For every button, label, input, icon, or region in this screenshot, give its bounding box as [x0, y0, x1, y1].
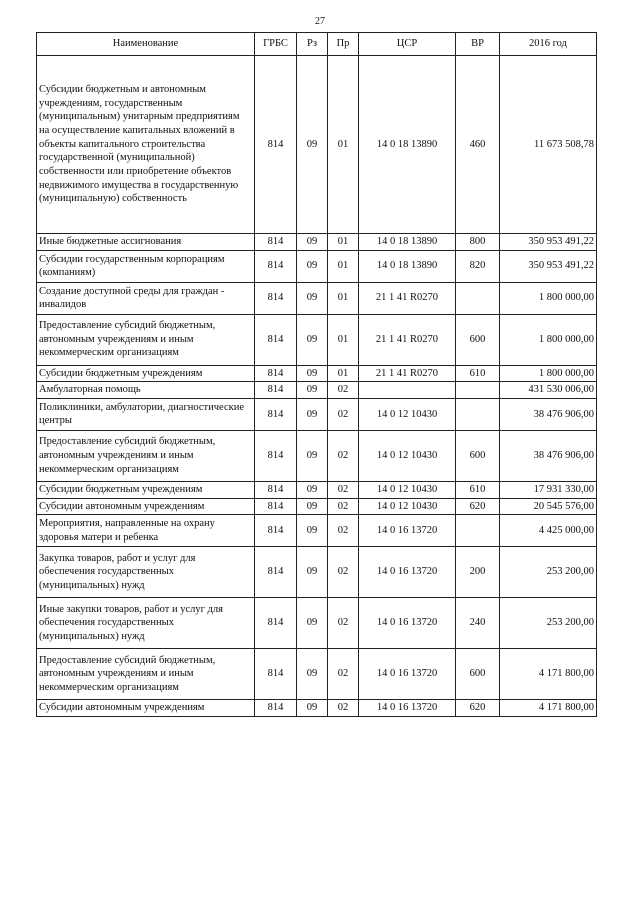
row-rz: 09 [297, 430, 328, 481]
row-pr: 02 [328, 382, 359, 399]
row-vr: 460 [456, 56, 500, 234]
row-csr: 14 0 18 13890 [359, 250, 456, 282]
row-grbs: 814 [255, 547, 297, 598]
table-row [37, 250, 597, 282]
col-header-pr: Пр [328, 33, 359, 56]
row-pr: 02 [328, 649, 359, 700]
row-pr: 01 [328, 365, 359, 382]
col-header-grbs: ГРБС [255, 33, 297, 56]
row-rz: 09 [297, 314, 328, 365]
row-csr: 14 0 12 10430 [359, 398, 456, 430]
col-header-rz: Рз [297, 33, 328, 56]
table-row [37, 398, 597, 430]
row-rz: 09 [297, 398, 328, 430]
row-pr: 02 [328, 515, 359, 547]
row-amount: 38 476 906,00 [500, 430, 597, 481]
row-amount: 1 800 000,00 [500, 282, 597, 314]
row-name: Предоставление субсидий бюджетным, автономным учреждениям и иным некоммерческим организациям [37, 649, 255, 700]
row-amount: 1 800 000,00 [500, 314, 597, 365]
row-vr: 600 [456, 314, 500, 365]
row-csr: 14 0 16 13720 [359, 649, 456, 700]
row-amount: 4 425 000,00 [500, 515, 597, 547]
row-grbs: 814 [255, 382, 297, 399]
row-rz: 09 [297, 649, 328, 700]
row-vr: 800 [456, 234, 500, 251]
table-row [37, 700, 597, 717]
row-amount: 11 673 508,78 [500, 56, 597, 234]
row-csr: 21 1 41 R0270 [359, 365, 456, 382]
row-rz: 09 [297, 498, 328, 515]
row-rz: 09 [297, 56, 328, 234]
row-grbs: 814 [255, 365, 297, 382]
row-csr [359, 382, 456, 399]
row-csr: 14 0 18 13890 [359, 234, 456, 251]
table-row [37, 234, 597, 251]
row-amount: 350 953 491,22 [500, 250, 597, 282]
row-vr [456, 398, 500, 430]
row-amount: 253 200,00 [500, 598, 597, 649]
row-name: Субсидии государственным корпорациям (компаниям) [37, 250, 255, 282]
row-pr: 02 [328, 398, 359, 430]
row-amount: 350 953 491,22 [500, 234, 597, 251]
row-csr: 21 1 41 R0270 [359, 282, 456, 314]
row-name: Мероприятия, направленные на охрану здоровья матери и ребенка [37, 515, 255, 547]
row-vr: 620 [456, 700, 500, 717]
row-amount: 17 931 330,00 [500, 481, 597, 498]
row-csr: 14 0 18 13890 [359, 56, 456, 234]
row-amount: 4 171 800,00 [500, 700, 597, 717]
row-vr [456, 282, 500, 314]
row-pr: 02 [328, 430, 359, 481]
row-rz: 09 [297, 282, 328, 314]
col-header-year: 2016 год [500, 33, 597, 56]
row-rz: 09 [297, 234, 328, 251]
row-grbs: 814 [255, 250, 297, 282]
table-row [37, 56, 597, 234]
table-row [37, 481, 597, 498]
table-row [37, 498, 597, 515]
budget-table [36, 32, 597, 717]
col-header-name: Наименование [37, 33, 255, 56]
row-rz: 09 [297, 382, 328, 399]
row-pr: 01 [328, 282, 359, 314]
row-amount: 1 800 000,00 [500, 365, 597, 382]
row-rz: 09 [297, 700, 328, 717]
row-vr: 600 [456, 649, 500, 700]
row-vr [456, 382, 500, 399]
row-grbs: 814 [255, 481, 297, 498]
row-grbs: 814 [255, 234, 297, 251]
row-pr: 01 [328, 314, 359, 365]
table-row [37, 282, 597, 314]
page-number: 27 [315, 16, 325, 27]
table-row [37, 547, 597, 598]
col-header-vr: ВР [456, 33, 500, 56]
row-vr: 200 [456, 547, 500, 598]
row-name: Закупка товаров, работ и услуг для обеспечения государственных (муниципальных) нужд [37, 547, 255, 598]
row-csr: 14 0 12 10430 [359, 430, 456, 481]
row-rz: 09 [297, 365, 328, 382]
row-name: Иные бюджетные ассигнования [37, 234, 255, 251]
row-name: Поликлиники, амбулатории, диагностические центры [37, 398, 255, 430]
table-row [37, 649, 597, 700]
row-rz: 09 [297, 481, 328, 498]
row-grbs: 814 [255, 598, 297, 649]
row-rz: 09 [297, 547, 328, 598]
row-rz: 09 [297, 515, 328, 547]
row-grbs: 814 [255, 56, 297, 234]
row-vr: 620 [456, 498, 500, 515]
row-csr: 14 0 16 13720 [359, 515, 456, 547]
row-name: Субсидии автономным учреждениям [37, 700, 255, 717]
row-vr: 610 [456, 481, 500, 498]
header-row [37, 33, 597, 56]
row-name: Субсидии бюджетным учреждениям [37, 365, 255, 382]
row-grbs: 814 [255, 498, 297, 515]
row-name: Субсидии бюджетным и автономным учреждениям, государственным (муниципальным) унитарным предприятиям на осуществление капитальных вложений в объекты капитального строительства государственной (муниципальной) собственности или приобретение объектов недвижимого имущества в государственную (муниципальную) собственность [37, 56, 255, 234]
row-csr: 14 0 12 10430 [359, 498, 456, 515]
row-rz: 09 [297, 250, 328, 282]
table-row [37, 430, 597, 481]
row-vr: 820 [456, 250, 500, 282]
row-csr: 14 0 16 13720 [359, 547, 456, 598]
row-name: Субсидии автономным учреждениям [37, 498, 255, 515]
col-header-csr: ЦСР [359, 33, 456, 56]
table-row [37, 598, 597, 649]
row-pr: 01 [328, 234, 359, 251]
row-pr: 02 [328, 547, 359, 598]
row-name: Субсидии бюджетным учреждениям [37, 481, 255, 498]
row-name: Предоставление субсидий бюджетным, автономным учреждениям и иным некоммерческим организациям [37, 430, 255, 481]
row-amount: 20 545 576,00 [500, 498, 597, 515]
row-rz: 09 [297, 598, 328, 649]
table-row [37, 515, 597, 547]
row-csr: 14 0 16 13720 [359, 598, 456, 649]
row-grbs: 814 [255, 700, 297, 717]
row-pr: 01 [328, 250, 359, 282]
row-pr: 02 [328, 481, 359, 498]
row-pr: 02 [328, 598, 359, 649]
row-amount: 253 200,00 [500, 547, 597, 598]
row-name: Создание доступной среды для граждан - инвалидов [37, 282, 255, 314]
row-amount: 431 530 006,00 [500, 382, 597, 399]
row-pr: 02 [328, 498, 359, 515]
table-row [37, 314, 597, 365]
row-csr: 14 0 16 13720 [359, 700, 456, 717]
row-name: Иные закупки товаров, работ и услуг для обеспечения государственных (муниципальных) нужд [37, 598, 255, 649]
row-grbs: 814 [255, 515, 297, 547]
row-name: Предоставление субсидий бюджетным, автономным учреждениям и иным некоммерческим организациям [37, 314, 255, 365]
row-vr: 610 [456, 365, 500, 382]
row-csr: 21 1 41 R0270 [359, 314, 456, 365]
row-name: Амбулаторная помощь [37, 382, 255, 399]
row-vr [456, 515, 500, 547]
row-grbs: 814 [255, 398, 297, 430]
row-grbs: 814 [255, 314, 297, 365]
row-vr: 240 [456, 598, 500, 649]
row-csr: 14 0 12 10430 [359, 481, 456, 498]
row-grbs: 814 [255, 430, 297, 481]
row-grbs: 814 [255, 282, 297, 314]
table-row [37, 382, 597, 399]
row-amount: 38 476 906,00 [500, 398, 597, 430]
table-row [37, 365, 597, 382]
row-amount: 4 171 800,00 [500, 649, 597, 700]
row-grbs: 814 [255, 649, 297, 700]
row-pr: 01 [328, 56, 359, 234]
row-vr: 600 [456, 430, 500, 481]
row-pr: 02 [328, 700, 359, 717]
